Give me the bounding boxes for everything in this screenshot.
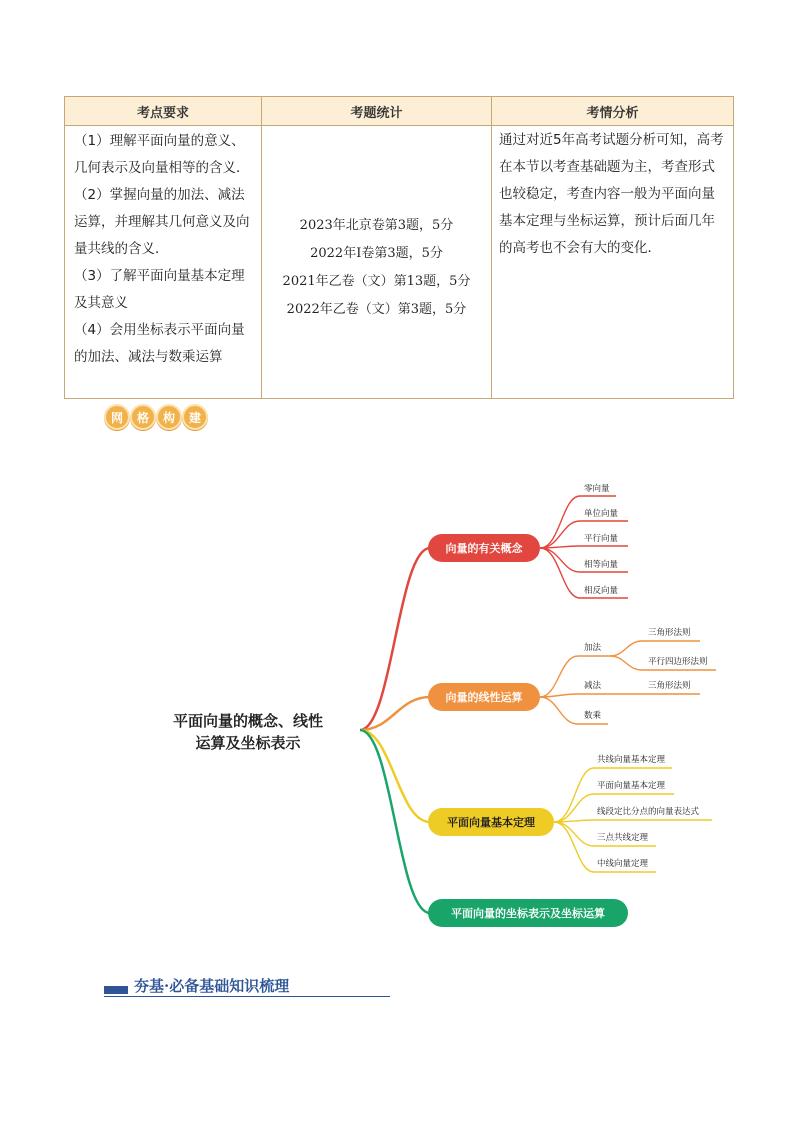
header-stats: 考题统计 (262, 97, 492, 126)
requirement-item: （3）了解平面向量基本定理及其意义 (74, 268, 245, 311)
badge-char: 网 (104, 404, 130, 430)
exam-table (64, 96, 734, 399)
branch-connector-red (360, 548, 430, 730)
branch-connector-orange (360, 697, 430, 730)
badge-char: 建 (182, 404, 208, 430)
branch-label: 平面向量基本定理 (447, 816, 535, 829)
leaf-label: 三角形法则 (648, 681, 691, 691)
stat-item: 2022年I卷第3题，5分 (310, 246, 443, 261)
requirement-item: （4）会用坐标表示平面向量的加法、减法与数乘运算 (74, 322, 245, 365)
branch-label: 向量的有关概念 (445, 542, 523, 555)
leaf-label: 共线向量基本定理 (597, 755, 666, 765)
leaf-label: 线段定比分点的向量表达式 (597, 807, 700, 817)
section-badge (104, 404, 208, 430)
branch-connector-green (360, 730, 430, 913)
leaf-label: 三角形法则 (648, 628, 691, 638)
table-header-row (65, 97, 734, 126)
section-heading (104, 975, 390, 999)
leaf-label: 单位向量 (584, 509, 619, 519)
header-requirements: 考点要求 (65, 97, 262, 126)
leaf-label: 平面向量基本定理 (597, 781, 666, 791)
leaf-label: 中线向量定理 (597, 859, 649, 869)
requirement-item: （1）理解平面向量的意义、几何表示及向量相等的含义． (74, 133, 250, 176)
mind-map (0, 470, 794, 940)
header-analysis: 考情分析 (492, 97, 734, 126)
stats-cell (262, 126, 492, 399)
leaf-label: 平行四边形法则 (648, 657, 708, 667)
leaf-label: 平行向量 (584, 534, 619, 544)
table-row (65, 126, 734, 399)
heading-text: 夯基·必备基础知识梳理 (134, 977, 290, 995)
badge-char: 构 (156, 404, 182, 430)
leaf-label: 相反向量 (584, 586, 619, 596)
leaf-label: 三点共线定理 (597, 833, 649, 843)
leaf-label: 数乘 (584, 711, 602, 721)
heading-bar (104, 986, 128, 994)
analysis-text: 通过对近5年高考试题分析可知，高考在本节以考查基础题为主，考查形式也较稳定，考查内容一般为平面向量基本定理与坐标运算，预计后面几年的高考也不会有大的变化． (499, 132, 724, 256)
mindmap-root-line2: 运算及坐标表示 (195, 734, 301, 752)
leaf-label: 减法 (584, 681, 602, 691)
branch-label: 向量的线性运算 (445, 691, 523, 704)
requirement-item: （2）掌握向量的加法、减法运算，并理解其几何意义及向量共线的含义． (74, 187, 250, 257)
stat-item: 2022年乙卷（文）第3题，5分 (286, 302, 467, 317)
stat-item: 2021年乙卷（文）第13题，5分 (282, 274, 471, 289)
requirements-cell (65, 126, 262, 399)
badge-char: 格 (130, 404, 156, 430)
leaf-label: 加法 (584, 643, 602, 653)
mindmap-root-line1: 平面向量的概念、线性 (172, 712, 324, 730)
leaf-label: 相等向量 (584, 560, 619, 570)
analysis-cell (492, 126, 734, 399)
heading-underline (104, 996, 390, 997)
branch-connector-yellow (360, 730, 430, 822)
leaf-label: 零向量 (584, 484, 610, 494)
stat-item: 2023年北京卷第3题，5分 (299, 218, 454, 233)
branch-label: 平面向量的坐标表示及坐标运算 (451, 907, 605, 920)
